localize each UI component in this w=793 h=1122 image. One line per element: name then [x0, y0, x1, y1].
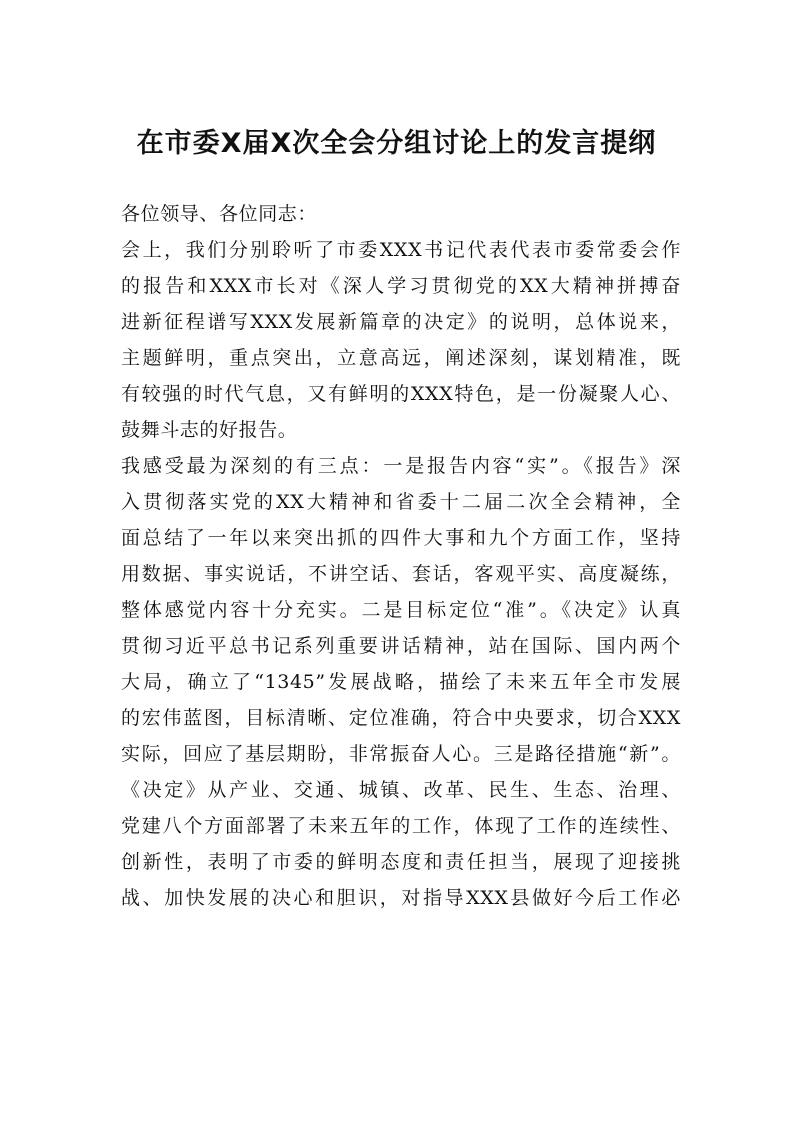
paragraph-2-line: 整体感觉内容十分充实。二是目标定位“准”。《决定》认真: [121, 599, 681, 621]
paragraph-1-line: 主题鲜明，重点突出，立意高远，阐述深刻，谋划精准，既: [121, 347, 681, 369]
paragraph-1-line: 有较强的时代气息，又有鲜明的XXX特色，是一份凝聚人心、: [121, 383, 681, 405]
paragraph-2-line: 用数据、事实说话，不讲空话、套话，客观平实、高度凝练，: [121, 563, 681, 585]
paragraph-2-line: 面总结了一年以来突出抓的四件大事和九个方面工作，坚持: [121, 527, 681, 549]
paragraph-2-line: 党建八个方面部署了未来五年的工作，体现了工作的连续性、: [121, 815, 681, 837]
paragraph-2-line: 《决定》从产业、交通、城镇、改革、民生、生态、治理、: [121, 779, 681, 801]
salutation: 各位领导、各位同志：: [121, 203, 318, 225]
paragraph-1-line: 鼓舞斗志的好报告。: [121, 419, 298, 441]
paragraph-2-line: 入贯彻落实党的XX大精神和省委十二届二次全会精神，全: [121, 491, 681, 513]
document-body: [121, 196, 681, 916]
paragraph-1-line: 的报告和XXX市长对《深人学习贯彻党的XX大精神拼搏奋: [121, 275, 681, 297]
paragraph-2-line: 的宏伟蓝图，目标清晰、定位准确，符合中央要求，切合XXX: [121, 707, 681, 729]
paragraph-2-line: 创新性，表明了市委的鲜明态度和责任担当，展现了迎接挑: [121, 851, 681, 873]
paragraph-2-line: 我感受最为深刻的有三点：一是报告内容“实”。《报告》深: [121, 455, 681, 477]
paragraph-1-line: 会上，我们分别聆听了市委XXX书记代表代表市委常委会作: [121, 239, 681, 261]
paragraph-2-line: 战、加快发展的决心和胆识，对指导XXX县做好今后工作必: [121, 887, 681, 909]
paragraph-2-line: 实际，回应了基层期盼，非常振奋人心。三是路径措施“新”。: [121, 743, 681, 765]
paragraph-1-line: 进新征程谱写XXX发展新篇章的决定》的说明，总体说来，: [121, 311, 681, 333]
paragraph-2-line: 贯彻习近平总书记系列重要讲话精神，站在国际、国内两个: [121, 635, 681, 657]
document-title: 在市委X届X次全会分组讨论上的发言提纲: [136, 128, 657, 159]
paragraph-2-line: 大局，确立了“1345”发展战略，描绘了未来五年全市发展: [121, 671, 681, 693]
